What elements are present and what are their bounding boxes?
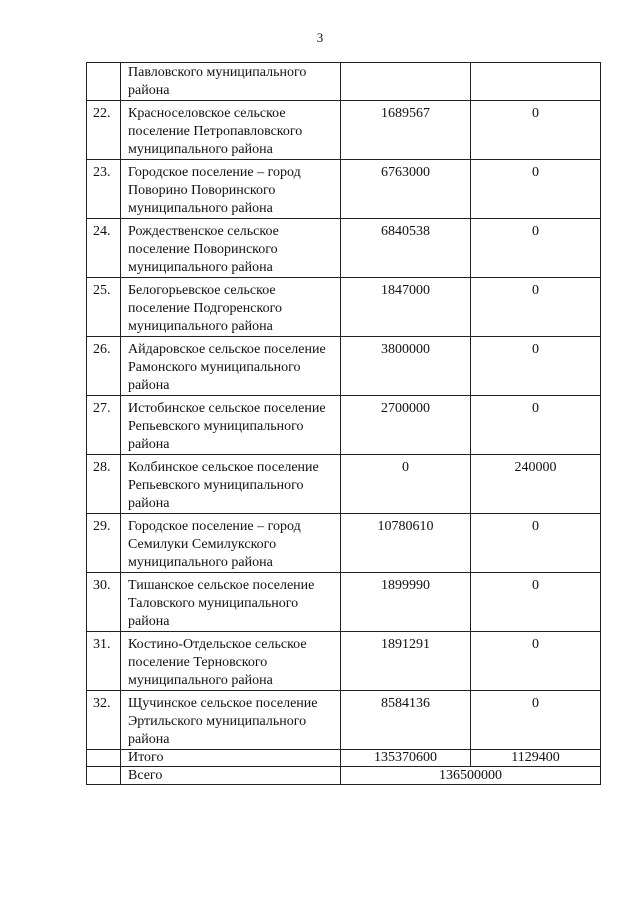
row-number-cell: 22.	[87, 101, 121, 160]
amount-cell: 0	[471, 278, 601, 337]
table-row-continued	[87, 63, 601, 101]
settlement-name-cell: Городское поселение – город Семилуки Семилукского муниципального района	[121, 514, 341, 573]
amount-cell: 0	[471, 219, 601, 278]
row-number-cell: 23.	[87, 160, 121, 219]
amount-cell: 6763000	[341, 160, 471, 219]
table-row	[87, 691, 601, 750]
table-row	[87, 160, 601, 219]
settlement-name-cell: Красноселовское сельское поселение Петропавловского муниципального района	[121, 101, 341, 160]
table-row	[87, 101, 601, 160]
table-row	[87, 455, 601, 514]
table-row	[87, 219, 601, 278]
amount-cell: 2700000	[341, 396, 471, 455]
settlement-name-cell: Белогорьевское сельское поселение Подгоренского муниципального района	[121, 278, 341, 337]
amount-cell: 1891291	[341, 632, 471, 691]
amount-cell: 0	[341, 455, 471, 514]
table-row	[87, 573, 601, 632]
amount-cell: 0	[471, 396, 601, 455]
row-number-cell: 26.	[87, 337, 121, 396]
amount-cell: 0	[471, 160, 601, 219]
amount-cell: 0	[471, 101, 601, 160]
amount-cell: 0	[471, 632, 601, 691]
settlement-name-cell: Истобинское сельское поселение Репьевского муниципального района	[121, 396, 341, 455]
row-number-cell: 27.	[87, 396, 121, 455]
amount-cell: 240000	[471, 455, 601, 514]
amount-cell: 1899990	[341, 573, 471, 632]
total-amount-1: 135370600	[341, 750, 471, 767]
table-row-total	[87, 750, 601, 767]
table-row-grand-total	[87, 767, 601, 785]
row-number-cell	[87, 750, 121, 767]
amount-cell: 0	[471, 337, 601, 396]
total-amount-2: 1129400	[471, 750, 601, 767]
row-number-cell: 30.	[87, 573, 121, 632]
settlement-name-cell: Колбинское сельское поселение Репьевского муниципального района	[121, 455, 341, 514]
settlement-name-cell: Щучинское сельское поселение Эртильского муниципального района	[121, 691, 341, 750]
amount-cell: 6840538	[341, 219, 471, 278]
amount-cell	[471, 63, 601, 101]
amount-cell: 10780610	[341, 514, 471, 573]
settlement-name-cell: Рождественское сельское поселение Поворинского муниципального района	[121, 219, 341, 278]
settlement-name-cell: Тишанское сельское поселение Таловского муниципального района	[121, 573, 341, 632]
page-number: 3	[316, 30, 324, 45]
row-number-cell: 24.	[87, 219, 121, 278]
grand-total-label: Всего	[121, 767, 341, 785]
budget-allocation-table	[86, 62, 601, 785]
total-label: Итого	[121, 750, 341, 767]
row-number-cell: 32.	[87, 691, 121, 750]
row-number-cell: 31.	[87, 632, 121, 691]
row-number-cell: 29.	[87, 514, 121, 573]
row-number-cell: 25.	[87, 278, 121, 337]
amount-cell: 1689567	[341, 101, 471, 160]
table-row	[87, 396, 601, 455]
settlement-name-cell: Павловского муниципального района	[121, 63, 341, 101]
amount-cell: 1847000	[341, 278, 471, 337]
row-number-cell	[87, 767, 121, 785]
grand-total-amount: 136500000	[341, 767, 601, 785]
amount-cell: 0	[471, 573, 601, 632]
table-row	[87, 514, 601, 573]
table-row	[87, 632, 601, 691]
amount-cell	[341, 63, 471, 101]
table-row	[87, 337, 601, 396]
amount-cell: 0	[471, 514, 601, 573]
row-number-cell: 28.	[87, 455, 121, 514]
settlement-name-cell: Городское поселение – город Поворино Поворинского муниципального района	[121, 160, 341, 219]
table-row	[87, 278, 601, 337]
amount-cell: 8584136	[341, 691, 471, 750]
amount-cell: 0	[471, 691, 601, 750]
settlement-name-cell: Айдаровское сельское поселение Рамонского муниципального района	[121, 337, 341, 396]
amount-cell: 3800000	[341, 337, 471, 396]
row-number-cell	[87, 63, 121, 101]
settlement-name-cell: Костино-Отдельское сельское поселение Терновского муниципального района	[121, 632, 341, 691]
